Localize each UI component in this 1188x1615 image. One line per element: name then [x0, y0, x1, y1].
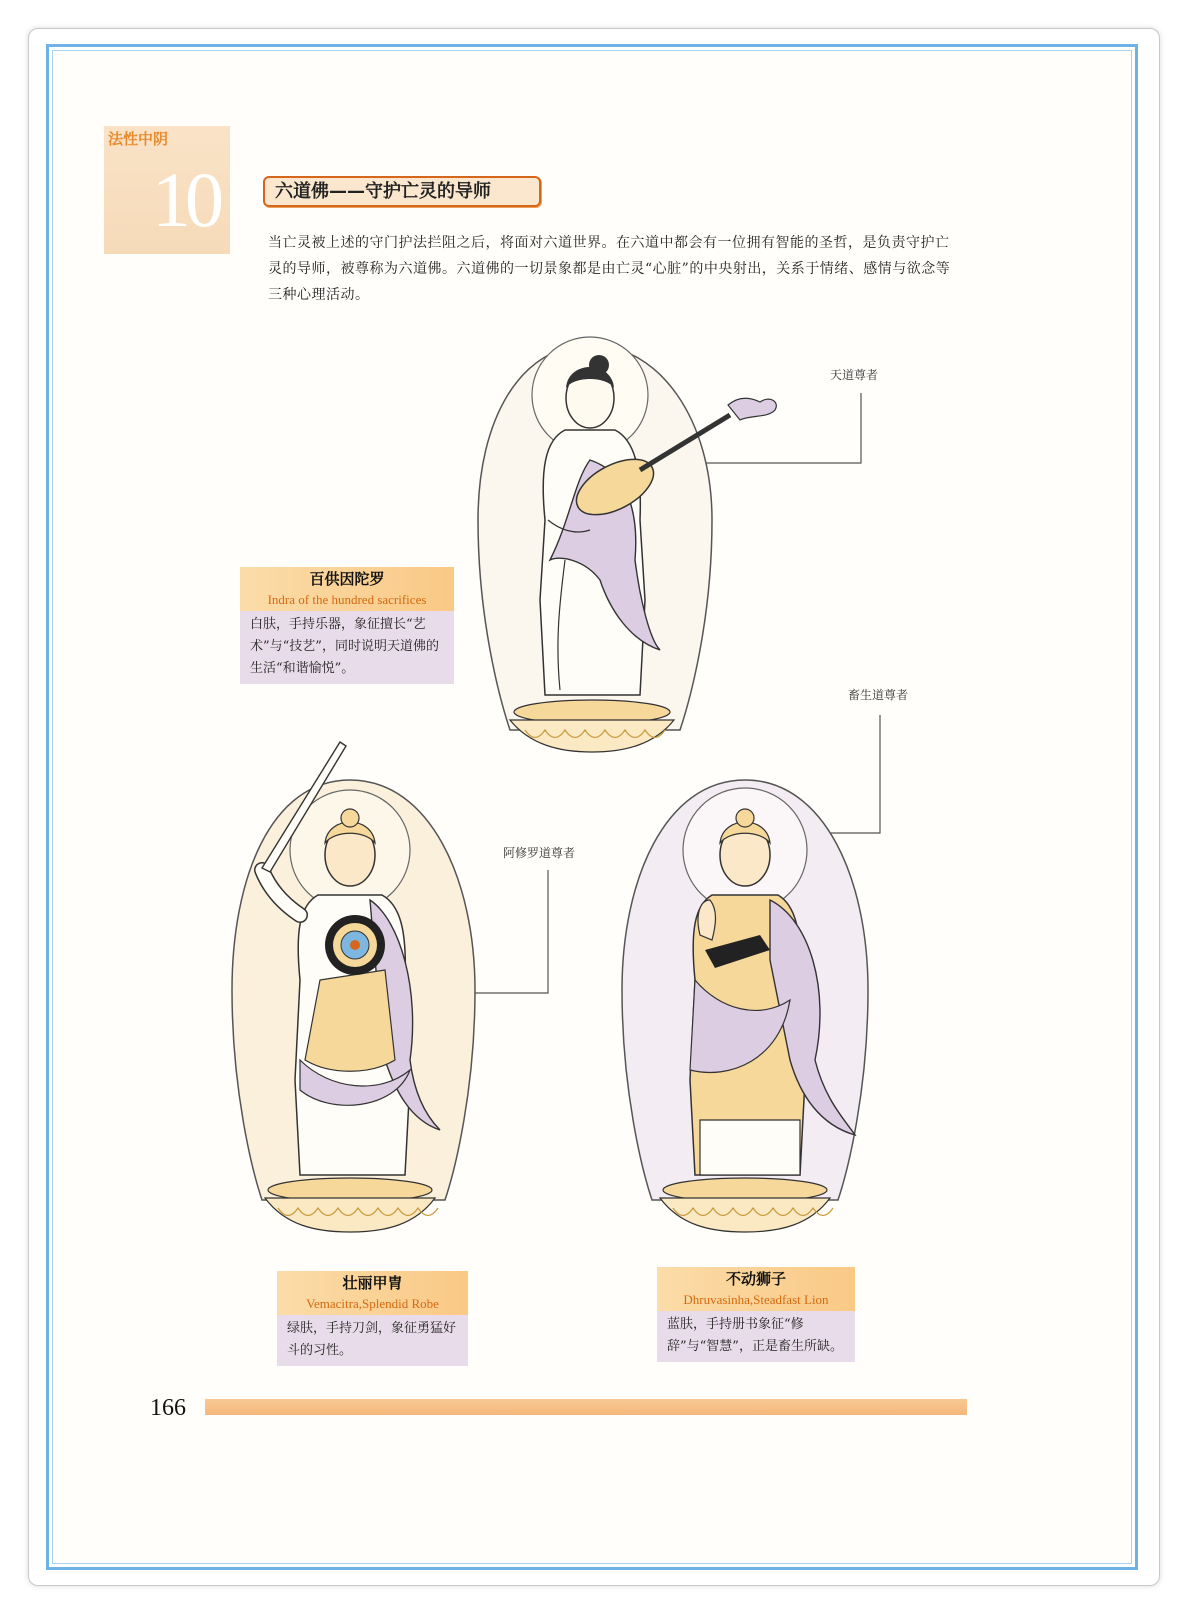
- card-dhruvasinha-name: 不动狮子: [657, 1267, 855, 1291]
- card-indra-name: 百供因陀罗: [240, 567, 454, 591]
- card-dhruvasinha-english: Dhruvasinha,Steadfast Lion: [657, 1291, 855, 1311]
- page-number: 166: [150, 1395, 186, 1421]
- footer-bar: [205, 1399, 967, 1415]
- intro-paragraph: 当亡灵被上述的守门护法拦阻之后，将面对六道世界。在六道中都会有一位拥有智能的圣哲，是负责守护亡灵的导师，被尊称为六道佛。六道佛的一切景象都是由亡灵“心脏”的中央射出，关系于情绪、感情与欲念等三种心理活动。: [268, 235, 951, 303]
- callout-heaven: 天道尊者: [830, 368, 879, 382]
- card-indra-english: Indra of the hundred sacrifices: [240, 591, 454, 611]
- chapter-number: 10: [152, 156, 218, 243]
- section-title: 六道佛——守护亡灵的导师: [263, 176, 541, 207]
- card-dhruvasinha: [657, 1267, 855, 1362]
- card-indra-desc: 白肤，手持乐器，象征擅长“艺术”与“技艺”，同时说明天道佛的生活“和谐愉悦”。: [240, 611, 454, 684]
- card-vemacitra-name: 壮丽甲胄: [277, 1271, 468, 1295]
- figure-asura-buddha: [232, 742, 475, 1232]
- callout-asura: 阿修罗道尊者: [503, 846, 576, 860]
- callout-animal: 畜生道尊者: [848, 688, 909, 702]
- chapter-label: 法性中阴: [108, 130, 169, 148]
- figure-animal-buddha: [622, 780, 868, 1232]
- card-vemacitra-english: Vemacitra,Splendid Robe: [277, 1295, 468, 1315]
- card-indra: [240, 567, 454, 684]
- card-dhruvasinha-desc: 蓝肤，手持册书象征“修辞”与“智慧”，正是畜生所缺。: [657, 1311, 855, 1362]
- card-vemacitra: [277, 1271, 468, 1366]
- figure-heaven-buddha: [478, 337, 776, 752]
- card-vemacitra-desc: 绿肤，手持刀剑，象征勇猛好斗的习性。: [277, 1315, 468, 1366]
